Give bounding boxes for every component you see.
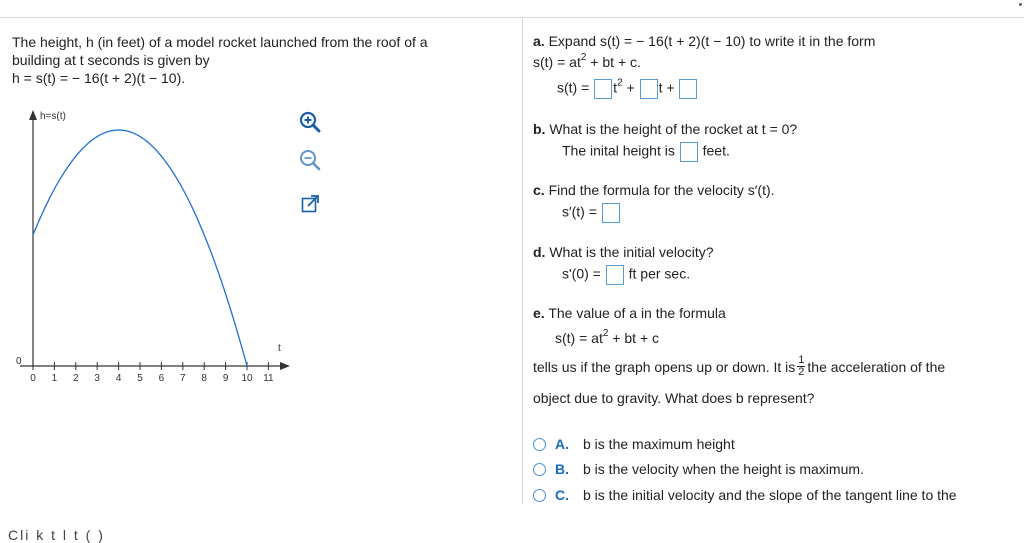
- x-axis-label: t: [278, 343, 281, 354]
- scroll-indicator: [1019, 3, 1022, 6]
- x-tick-label: 6: [158, 373, 165, 384]
- problem-statement: [12, 33, 512, 87]
- formula-left: s(t) = at: [555, 330, 603, 346]
- option-b-radio[interactable]: [533, 463, 546, 476]
- x-tick-label: 2: [73, 373, 79, 384]
- x-tick-label: 5: [137, 373, 143, 384]
- option-b-letter: B.: [555, 461, 569, 477]
- part-e-line3-left: tells us if the graph opens up or down. It is: [533, 358, 796, 375]
- t-squared-var: t: [613, 79, 618, 96]
- x-tick-label: 11: [263, 373, 274, 384]
- part-b-answer-row: [562, 142, 730, 162]
- option-b[interactable]: [533, 461, 864, 477]
- option-c[interactable]: [533, 487, 957, 503]
- popout-button[interactable]: [298, 192, 322, 216]
- part-e-text: The value of a in the formula: [548, 305, 726, 321]
- x-tick-label: 3: [94, 373, 100, 384]
- problem-line-3: h = s(t) = − 16(t + 2)(t − 10).: [12, 70, 186, 86]
- part-a-prompt: [533, 33, 875, 49]
- option-c-radio[interactable]: [533, 489, 546, 502]
- problem-line-2: building at t seconds is given by: [12, 52, 210, 68]
- option-c-text: b is the initial velocity and the slope of the tangent line to the: [583, 487, 957, 503]
- height-curve: [33, 130, 247, 366]
- top-divider: [0, 17, 1024, 18]
- part-e-line4: object due to gravity. What does b represent?: [533, 390, 815, 406]
- panel-divider: [522, 18, 523, 504]
- zoom-out-icon: [299, 149, 321, 171]
- part-d-text: What is the initial velocity?: [549, 244, 714, 260]
- x-tick-label: 7: [180, 373, 186, 384]
- option-a[interactable]: [533, 436, 735, 452]
- formula-right: + bt + c: [608, 330, 660, 346]
- coef-b-input[interactable]: [640, 79, 658, 99]
- part-a-label: a.: [533, 33, 545, 49]
- part-a-answer-prefix: s(t) =: [557, 79, 590, 96]
- part-d-label: d.: [533, 244, 546, 260]
- coef-a-input[interactable]: [594, 79, 612, 99]
- part-e-line3-right: the acceleration of the: [807, 358, 946, 375]
- part-e-label: e.: [533, 305, 545, 321]
- form-right: + bt + c.: [586, 54, 641, 70]
- fraction-denominator: 2: [798, 366, 805, 378]
- part-b-label: b.: [533, 121, 546, 137]
- option-a-text: b is the maximum height: [583, 436, 735, 452]
- option-a-letter: A.: [555, 436, 569, 452]
- part-b-answer-suffix: feet.: [702, 142, 730, 159]
- footer-instruction: Cli k t l t ( ): [8, 527, 105, 543]
- part-a-answer-row: [557, 79, 698, 99]
- part-d-prompt: [533, 244, 714, 260]
- one-half-fraction: [797, 355, 805, 378]
- fraction-numerator: 1: [798, 354, 805, 366]
- zoom-in-icon: [299, 111, 321, 133]
- x-tick-label: 8: [201, 373, 207, 384]
- x-tick-label: 4: [115, 373, 122, 384]
- part-d-answer-prefix: s'(0) =: [562, 265, 601, 282]
- x-tick-label: 0: [30, 373, 36, 384]
- x-tick-label: 9: [222, 373, 229, 384]
- option-b-text: b is the velocity when the height is maximum.: [583, 461, 864, 477]
- part-c-text: Find the formula for the velocity s′(t).: [548, 182, 775, 198]
- part-e-line3: [533, 355, 945, 378]
- coef-c-input[interactable]: [679, 79, 697, 99]
- formula-exp: 2: [602, 328, 609, 339]
- x-tick-label: 1: [51, 373, 58, 384]
- plus-sign-2: +: [666, 79, 675, 96]
- zoom-in-button[interactable]: [298, 110, 322, 134]
- part-d-answer-suffix: ft per sec.: [628, 265, 691, 282]
- rocket-graph: [0, 100, 300, 400]
- y-tick-label: 0: [16, 356, 22, 367]
- t-var: t: [658, 79, 663, 96]
- part-a-form: [533, 54, 641, 70]
- part-c-label: c.: [533, 182, 545, 198]
- part-b-prompt: [533, 121, 797, 137]
- velocity-formula-input[interactable]: [602, 203, 620, 223]
- form-exp: 2: [580, 52, 587, 63]
- x-ticks: [30, 362, 274, 384]
- option-c-letter: C.: [555, 487, 569, 503]
- y-axis-arrow: [29, 110, 37, 120]
- part-c-prompt: [533, 182, 775, 198]
- part-c-answer-prefix: s′(t) =: [562, 203, 597, 220]
- initial-velocity-input[interactable]: [606, 265, 624, 285]
- zoom-out-button[interactable]: [298, 148, 322, 172]
- part-c-answer-row: [562, 203, 621, 223]
- plus-sign-1: +: [626, 79, 635, 96]
- option-a-radio[interactable]: [533, 438, 546, 451]
- part-e-formula: [555, 330, 659, 346]
- part-b-text: What is the height of the rocket at t = 0?: [549, 121, 798, 137]
- x-axis-arrow: [280, 362, 290, 370]
- x-tick-label: 10: [241, 373, 253, 384]
- t-squared-exp: 2: [617, 77, 623, 89]
- form-left: s(t) = at: [533, 54, 581, 70]
- part-a-text: Expand s(t) = − 16(t + 2)(t − 10) to write it in the form: [548, 33, 876, 49]
- part-b-answer-prefix: The inital height is: [562, 142, 675, 159]
- external-link-icon: [300, 194, 320, 214]
- part-d-answer-row: [562, 265, 690, 285]
- part-e-prompt: [533, 305, 726, 321]
- problem-line-1: The height, h (in feet) of a model rocket launched from the roof of a: [12, 34, 428, 50]
- y-axis-label: h=s(t): [40, 111, 66, 122]
- initial-height-input[interactable]: [680, 142, 698, 162]
